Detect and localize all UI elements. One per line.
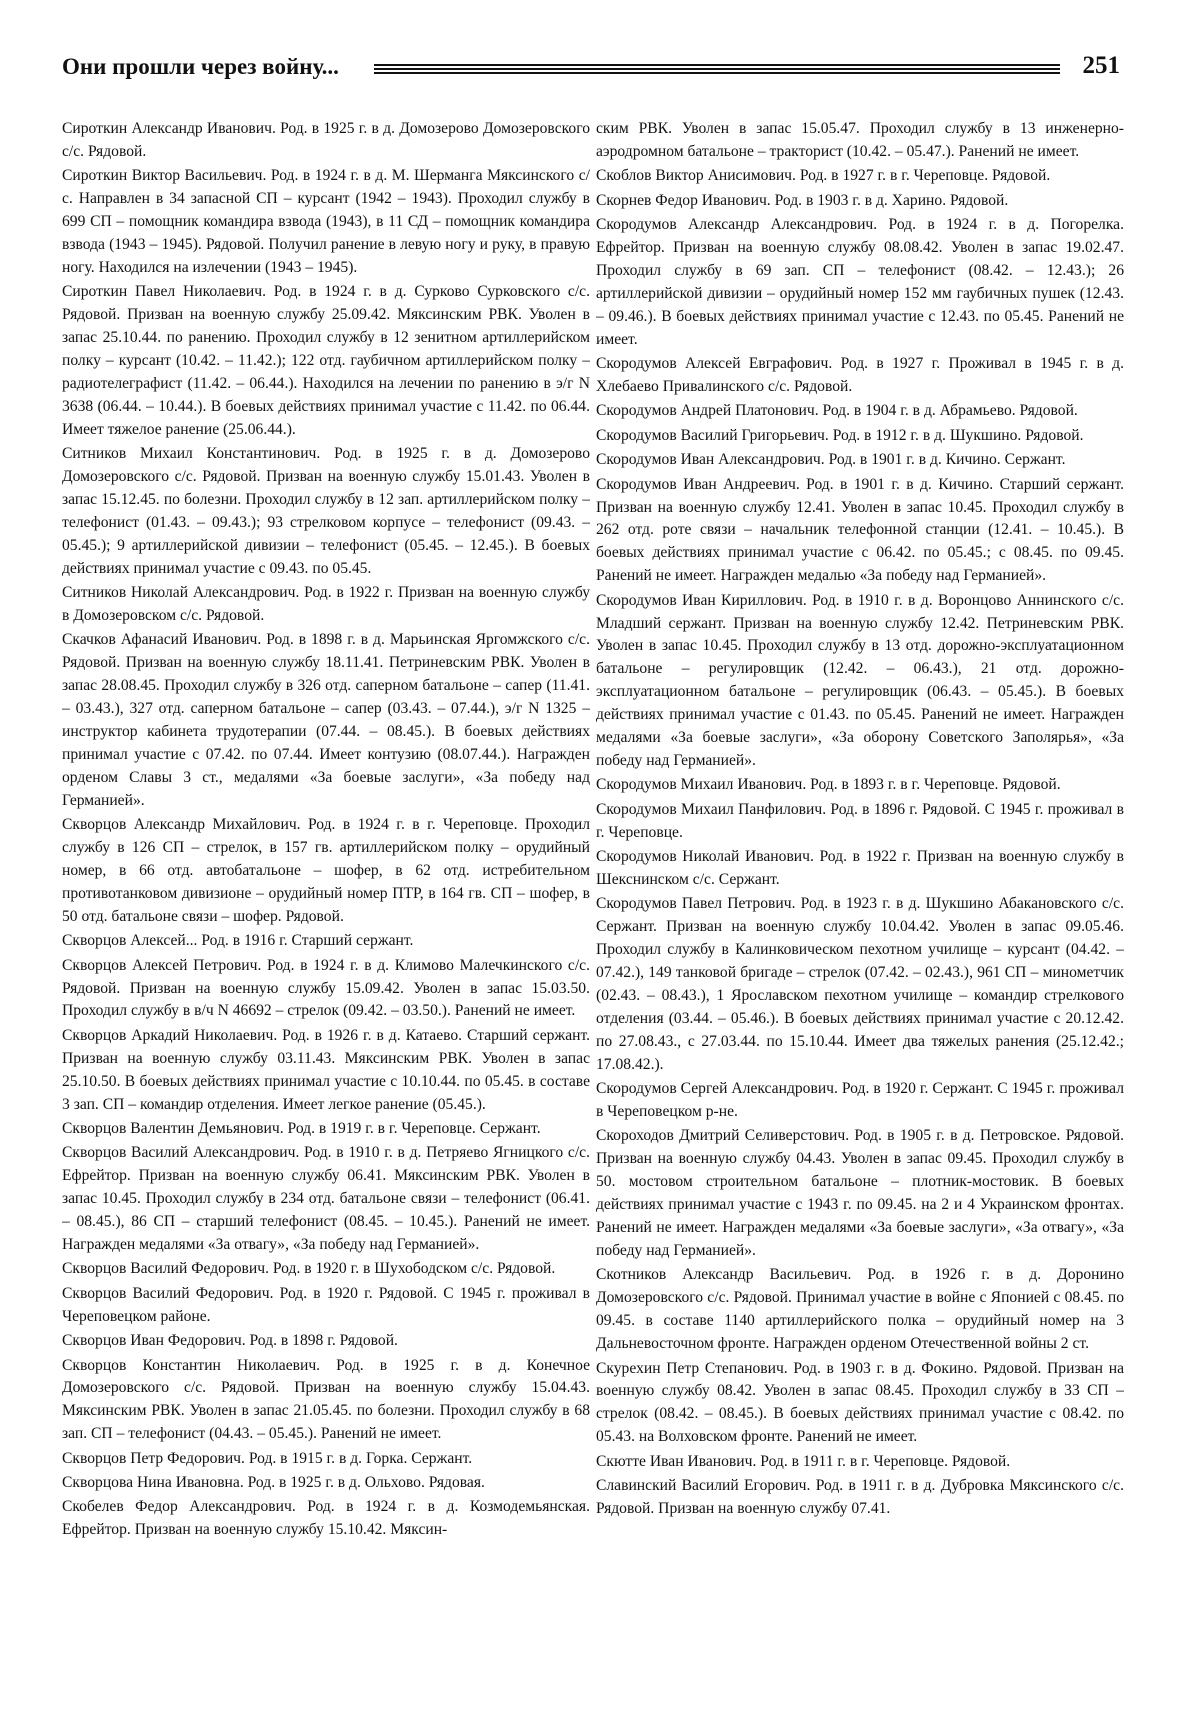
- entry: Скородумов Иван Андреевич. Род. в 1901 г. в д. Кичино. Старший сержант. Призван на военную службу 12.41. Уволен в запас 10.45. Проходил службу в 262 отд. роте связи – начальник телефонной станции (12.41. – 10.45.). В боевых действиях принимал участие с 06.42. по 05.45.; с 08.45. по 09.45. Ранений не имеет. Награжден медалью «За победу над Германией».: [596, 475, 1124, 585]
- entry: Сироткин Виктор Васильевич. Род. в 1924 г. в д. М. Шерманга Мяксинского с/с. Направлен в 34 запасной СП – курсант (1942 – 1943). Проходил службу в 699 СП – помощник командира взвода (1943), в 11 СД – помощник командира взвода (1943 – 1945). Рядовой. Получил ранение в левую ногу и руку, в правую ногу. Находился на излечении (1943 – 1945).: [62, 167, 590, 276]
- entry: Скворцов Аркадий Николаевич. Род. в 1926 г. в д. Катаево. Старший сержант. Призван на военную службу 03.11.43. Мяксинским РВК. Уволен в запас 25.10.50. В боевых действиях принимал участие с 10.10.44. по 05.45. в составе 3 зап. СП – командир отделения. Имеет легкое ранение (05.45.).: [62, 1026, 590, 1113]
- entry: Скворцов Валентин Демьянович. Род. в 1919 г. в г. Череповце. Сержант.: [62, 1119, 541, 1137]
- entry: Славинский Василий Егорович. Род. в 1911 г. в д. Дубровка Мяксинского с/с. Рядовой. Призван на военную службу 07.41.: [596, 1477, 1124, 1517]
- entry: Скородумов Андрей Платонович. Род. в 1904 г. в д. Абрамьево. Рядовой.: [596, 402, 1078, 420]
- entry: Сироткин Павел Николаевич. Род. в 1924 г. в д. Сурково Сурковского с/с. Рядовой. Призван на военную службу 25.09.42. Мяксинским РВК. Уволен в запас 25.10.44. по ранению. Проходил службу в 12 зенитном артиллерийском полку – курсант (10.42. – 11.42.); 122 отд. гаубичном артиллерийском полку – радиотелеграфист (11.42. – 06.44.). Находился на лечении по ранению в э/г N 3638 (06.44. – 10.44.). В боевых действиях принимал участие с 11.42. по 06.44. Имеет тяжелое ранение (25.06.44.).: [62, 283, 590, 438]
- entry: Сироткин Александр Иванович. Род. в 1925 г. в д. Домозерово Домозеровского с/с. Рядовой.: [62, 120, 590, 160]
- entry: Скородумов Иван Кириллович. Род. в 1910 г. в д. Воронцово Аннинского с/с. Младший сержант. Призван на военную службу 12.42. Петриневским РВК. Уволен в запас 10.45. Проходил службу в 13 отд. дорожно-эксплуатационном батальоне – регулировщик (12.42. – 06.43.), 21 отд. дорожно-эксплуатационном батальоне – регулировщик (06.43. – 05.45.). В боевых действиях принимал участие с 01.43. по 05.45. Ранений не имеет. Награжден медалями «За боевые заслуги», «За оборону Советского Заполярья», «За победу над Германией».: [596, 591, 1124, 769]
- entry: Скворцов Алексей... Род. в 1916 г. Старший сержант.: [62, 932, 414, 950]
- entry: Скурехин Петр Степанович. Род. в 1903 г. в д. Фокино. Рядовой. Призван на военную службу 08.42. Уволен в запас 08.45. Проходил службу в 33 СП – стрелок (08.42. – 08.45.). В боевых действиях принимал участие с 08.42. по 05.43. на Волховском фронте. Ранений не имеет.: [596, 1359, 1124, 1446]
- entry: Скачков Афанасий Иванович. Род. в 1898 г. в д. Марьинская Яргомжского с/с. Рядовой. Призван на военную службу 18.11.41. Петриневским РВК. Уволен в запас 28.08.45. Проходил службу в 326 отд. саперном батальоне – сапер (11.41. – 03.43.), 327 отд. саперном батальоне – сапер (03.43. – 07.44.), э/г N 1325 – инструктор кабинета трудотерапии (07.44. – 08.45.). В боевых действиях принимал участие с 07.42. по 07.44. Имеет контузию (08.07.44.). Награжден орденом Славы 3 ст., медалями «За боевые заслуги», «За победу над Германией».: [62, 631, 590, 809]
- entry: Скородумов Михаил Панфилович. Род. в 1896 г. Рядовой. С 1945 г. проживал в г. Череповце.: [596, 800, 1124, 841]
- entry: Скворцов Константин Николаевич. Род. в 1925 г. в д. Конечное Домозеровского с/с. Рядовой. Призван на военную службу 15.04.43. Мяксинским РВК. Уволен в запас 21.05.45. по болезни. Проходил службу в 68 зап. СП – телефонист (04.43. – 05.45.). Ранений не имеет.: [62, 1356, 590, 1443]
- entry: Скородумов Алексей Евграфович. Род. в 1927 г. Проживал в 1945 г. в д. Хлебаево Привалинского с/с. Рядовой.: [596, 355, 1124, 395]
- entry: Скородумов Василий Григорьевич. Род. в 1912 г. в д. Шукшино. Рядовой.: [596, 426, 1084, 444]
- page-number: 251: [1082, 52, 1120, 79]
- entry: Скворцов Алексей Петрович. Род. в 1924 г. в д. Климово Малечкинского с/с. Рядовой. Призван на военную службу 15.09.42. Уволен в запас 15.03.50. Проходил службу в в/ч N 46692 – стрелок (09.42. – 03.50.). Ранений не имеет.: [62, 956, 590, 1020]
- entry: Скобелев Федор Александрович. Род. в 1924 г. в д. Козмодемьянская. Ефрейтор. Призван на военную службу 15.10.42. Мяксин-: [62, 1498, 590, 1539]
- entry: Скворцов Иван Федорович. Род. в 1898 г. Рядовой.: [62, 1332, 398, 1350]
- entry: Скотников Александр Васильевич. Род. в 1926 г. в д. Доронино Домозеровского с/с. Рядовой. Принимал участие в войне с Японией с 08.45. по 09.45. в составе 1140 артиллерийского полка – орудийный номер на 3 Дальневосточном фронте. Награжден орденом Отечественной войны 2 ст.: [596, 1266, 1124, 1353]
- entry: Скворцов Василий Александрович. Род. в 1910 г. в д. Петряево Ягницкого с/с. Ефрейтор. Призван на военную службу 06.41. Мяксинским РВК. Уволен в запас 10.45. Проходил службу в 234 отд. батальоне связи – телефонист (06.41. – 08.45.), 86 СП – старший телефонист (08.45. – 10.45.). Ранений не имеет. Награжден медалями «За отвагу», «За победу над Германией».: [62, 1144, 590, 1253]
- entry: Скворцов Александр Михайлович. Род. в 1924 г. в г. Череповце. Проходил службу в 126 СП – стрелок, в 157 гв. артиллерийском полку – орудийный номер, в 66 отд. автобатальоне – шофер, в 62 отд. истребительном противотанковом дивизионе – орудийный номер ПТР, в 164 гв. СП – шофер, в 50 отд. батальоне связи – шофер. Рядовой.: [62, 816, 590, 925]
- entry: Скоблов Виктор Анисимович. Род. в 1927 г. в г. Череповце. Рядовой.: [596, 167, 1051, 185]
- header-rule: [374, 64, 1060, 76]
- entry: Скородумов Николай Иванович. Род. в 1922 г. Призван на военную службу в Шекснинском с/с. Сержант.: [596, 848, 1124, 888]
- entry: Ситников Михаил Константинович. Род. в 1925 г. в д. Домозерово Домозеровского с/с. Рядовой. Призван на военную службу 15.01.43. Уволен в запас 15.12.45. по болезни. Проходил службу в 12 зап. артиллерийском полку – телефонист (01.43. – 09.43.); 93 стрелковом корпусе – телефонист (09.43. – 05.45.); 9 артиллерийской дивизии – телефонист (05.45. – 12.45.). В боевых действиях принимал участие с 09.43. по 05.45.: [62, 445, 590, 577]
- entry: ским РВК. Уволен в запас 15.05.47. Проходил службу в 13 инженерно-аэродромном батальоне – тракторист (10.42. – 05.47.). Ранений не имеет.: [596, 120, 1124, 160]
- entry: Скородумов Павел Петрович. Род. в 1923 г. в д. Шукшино Абакановского с/с. Сержант. Призван на военную службу 10.04.42. Уволен в запас 09.05.46. Проходил службу в Калинковическом пехотном училище – курсант (04.42. – 07.42.), 149 танковой бригаде – стрелок (07.42. – 02.43.), 961 СП – минометчик (02.43. – 08.43.), 1 Ярославском пехотном училище – командир стрелкового отделения (03.44. – 05.46.). В боевых действиях принимал участие с 20.12.42. по 27.08.43., с 27.03.44. по 15.10.44. Имеет два тяжелых ранения (25.12.42.; 17.08.42.).: [596, 895, 1124, 1073]
- entry: Скворцов Василий Федорович. Род. в 1920 г. в Шухободском с/с. Рядовой.: [62, 1260, 556, 1278]
- entry: Скворцов Петр Федорович. Род. в 1915 г. в д. Горка. Сержант.: [62, 1449, 473, 1467]
- entry: Скородумов Сергей Александрович. Род. в 1920 г. Сержант. С 1945 г. проживал в Череповецком р-не.: [596, 1080, 1124, 1121]
- entry: Ситников Николай Александрович. Род. в 1922 г. Призван на военную службу в Домозеровском с/с. Рядовой.: [62, 584, 590, 625]
- entry: Скородумов Иван Александрович. Род. в 1901 г. в д. Кичино. Сержант.: [596, 451, 1066, 469]
- page-header: [62, 50, 1120, 90]
- left-column: [62, 118, 590, 1698]
- entry: Скорнев Федор Иванович. Род. в 1903 г. в д. Харино. Рядовой.: [596, 191, 1009, 209]
- entry: Скородумов Михаил Иванович. Род. в 1893 г. в г. Череповце. Рядовой.: [596, 776, 1061, 794]
- entry: Скородумов Александр Александрович. Род. в 1924 г. в д. Погорелка. Ефрейтор. Призван на военную службу 08.08.42. Уволен в запас 19.02.47. Проходил службу в 69 зап. СП – телефонист (08.42. – 12.43.); 26 артиллерийской дивизии – орудийный номер 152 мм гаубичных пушек (12.43. – 09.46.). В боевых действиях принимал участие с 12.43. по 05.45. Ранений не имеет.: [596, 216, 1124, 348]
- right-column: [596, 118, 1124, 1698]
- entry: Скворцова Нина Ивановна. Род. в 1925 г. в д. Ольхово. Рядовая.: [62, 1474, 485, 1492]
- entry: Скворцов Василий Федорович. Род. в 1920 г. Рядовой. С 1945 г. проживал в Череповецком районе.: [62, 1284, 590, 1325]
- running-title: Они прошли через войну...: [62, 54, 339, 79]
- entry: Скютте Иван Иванович. Род. в 1911 г. в г. Череповце. Рядовой.: [596, 1452, 1011, 1470]
- entry: Скороходов Дмитрий Селиверстович. Род. в 1905 г. в д. Петровское. Рядовой. Призван на военную службу 04.43. Уволен в запас 09.45. Проходил службу в 50. мостовом строительном батальоне – плотник-мостовик. В боевых действиях принимал участие с 1943 г. по 09.45. на 2 и 4 Украинском фронтах. Ранений не имеет. Награжден медалями «За боевые заслуги», «За отвагу», «За победу над Германией».: [596, 1127, 1124, 1259]
